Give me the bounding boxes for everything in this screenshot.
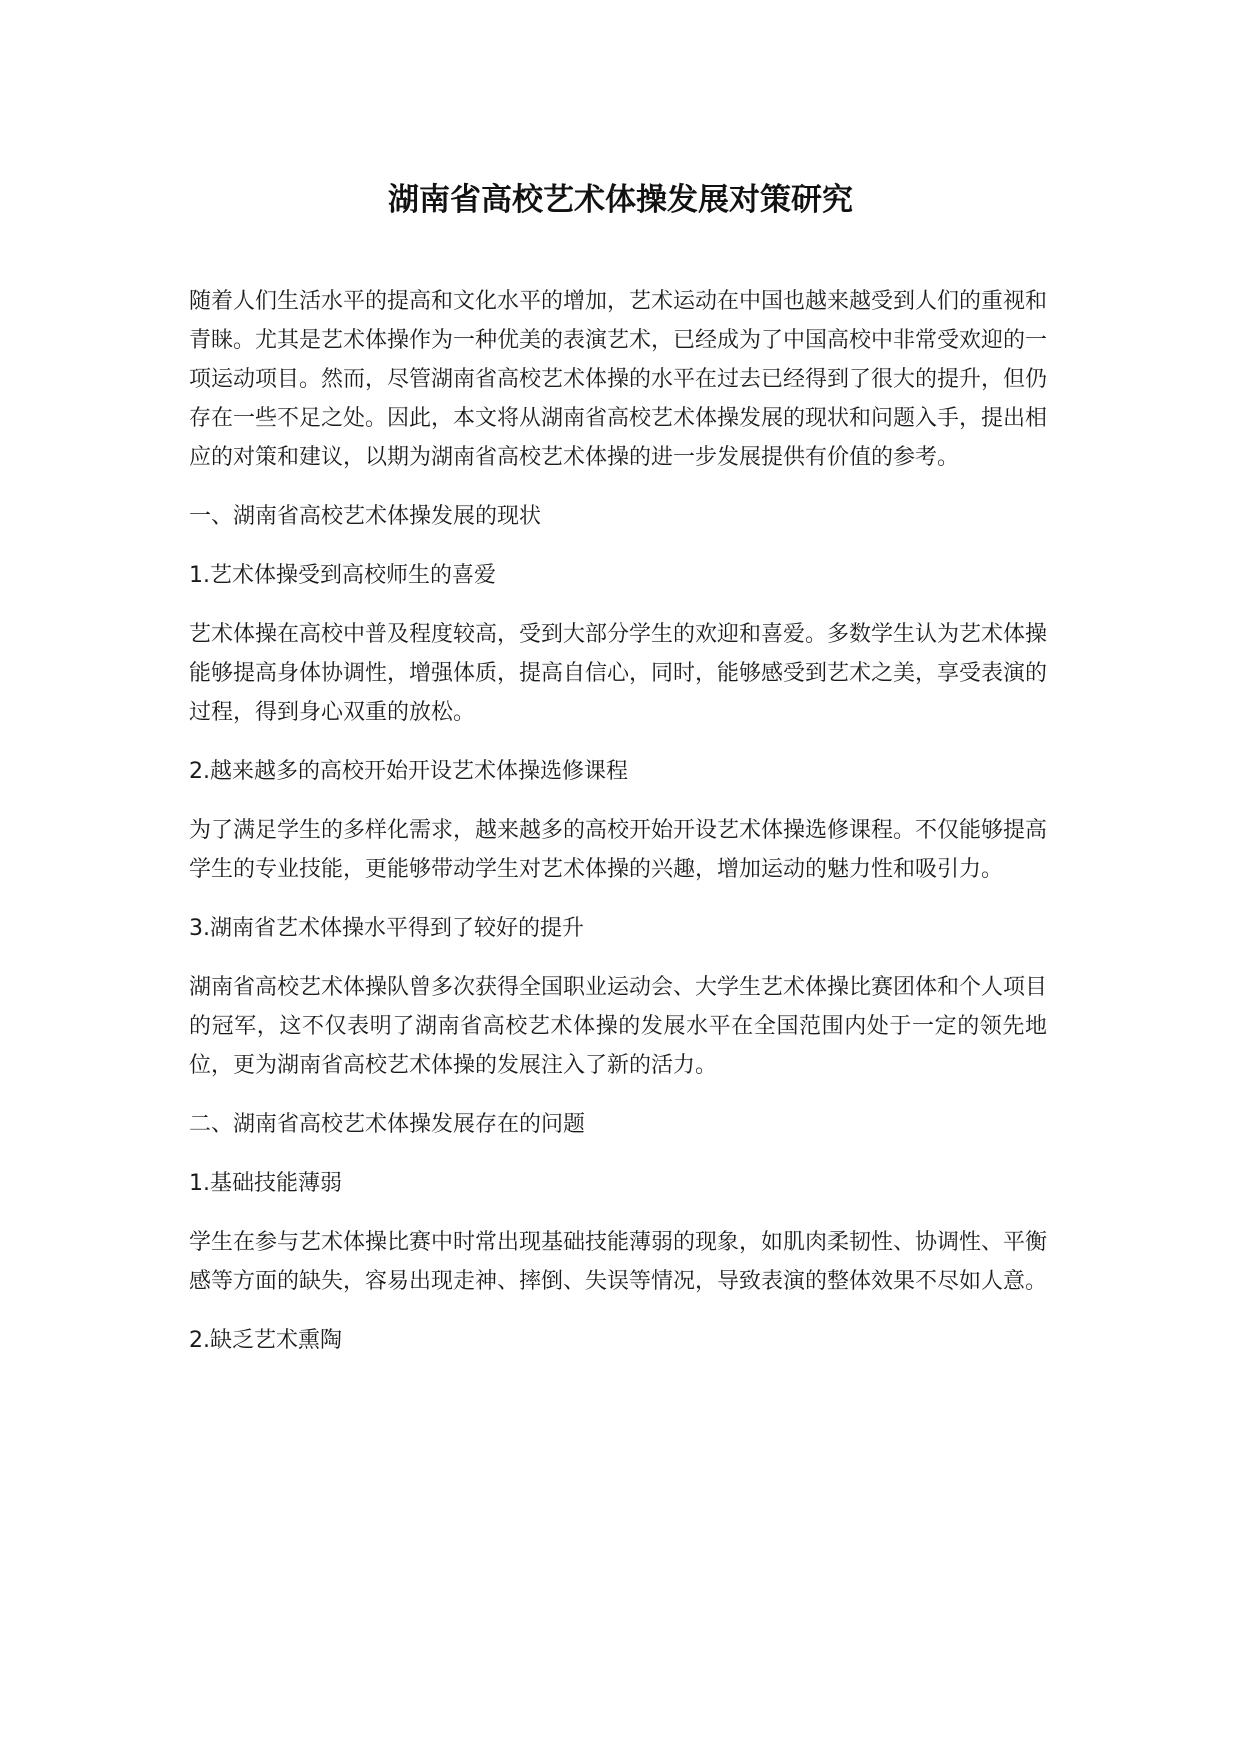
- section-heading-1: 一、湖南省高校艺术体操发展的现状: [189, 504, 542, 529]
- paragraph-1-3: 湖南省高校艺术体操队曾多次获得全国职业运动会、大学生艺术体操比赛团体和个人项目的冠军，这不仅表明了湖南省高校艺术体操的发展水平在全国范围内处于一定的领先地位，更为湖南省高校艺术体操的发展注入了新的活力。: [189, 975, 1048, 1078]
- subsection-heading-2-2: 2.缺乏艺术熏陶: [189, 1328, 342, 1353]
- subsection-heading-1-3: 3.湖南省艺术体操水平得到了较好的提升: [189, 916, 584, 941]
- paragraph-2-1: 学生在参与艺术体操比赛中时常出现基础技能薄弱的现象，如肌肉柔韧性、协调性、平衡感等方面的缺失，容易出现走神、摔倒、失误等情况，导致表演的整体效果不尽如人意。: [189, 1230, 1048, 1294]
- paragraph-1-2: 为了满足学生的多样化需求，越来越多的高校开始开设艺术体操选修课程。不仅能够提高学生的专业技能，更能够带动学生对艺术体操的兴趣，增加运动的魅力性和吸引力。: [189, 818, 1048, 882]
- subsection-heading-1-2: 2.越来越多的高校开始开设艺术体操选修课程: [189, 759, 628, 784]
- subsection-heading-2-1: 1.基础技能薄弱: [189, 1171, 342, 1196]
- subsection-heading-1-1: 1.艺术体操受到高校师生的喜爱: [189, 563, 496, 588]
- document-body: [189, 282, 1047, 1380]
- document-title: 湖南省高校艺术体操发展对策研究: [388, 182, 853, 218]
- paragraph-intro: 随着人们生活水平的提高和文化水平的增加，艺术运动在中国也越来越受到人们的重视和青睐。尤其是艺术体操作为一种优美的表演艺术，已经成为了中国高校中非常受欢迎的一项运动项目。然而，尽管湖南省高校艺术体操的水平在过去已经得到了很大的提升，但仍存在一些不足之处。因此，本文将从湖南省高校艺术体操发展的现状和问题入手，提出相应的对策和建议，以期为湖南省高校艺术体操的进一步发展提供有价值的参考。: [189, 289, 1048, 470]
- section-heading-2: 二、湖南省高校艺术体操发展存在的问题: [189, 1112, 586, 1137]
- paragraph-1-1: 艺术体操在高校中普及程度较高，受到大部分学生的欢迎和喜爱。多数学生认为艺术体操能够提高身体协调性，增强体质，提高自信心，同时，能够感受到艺术之美，享受表演的过程，得到身心双重的放松。: [189, 622, 1048, 725]
